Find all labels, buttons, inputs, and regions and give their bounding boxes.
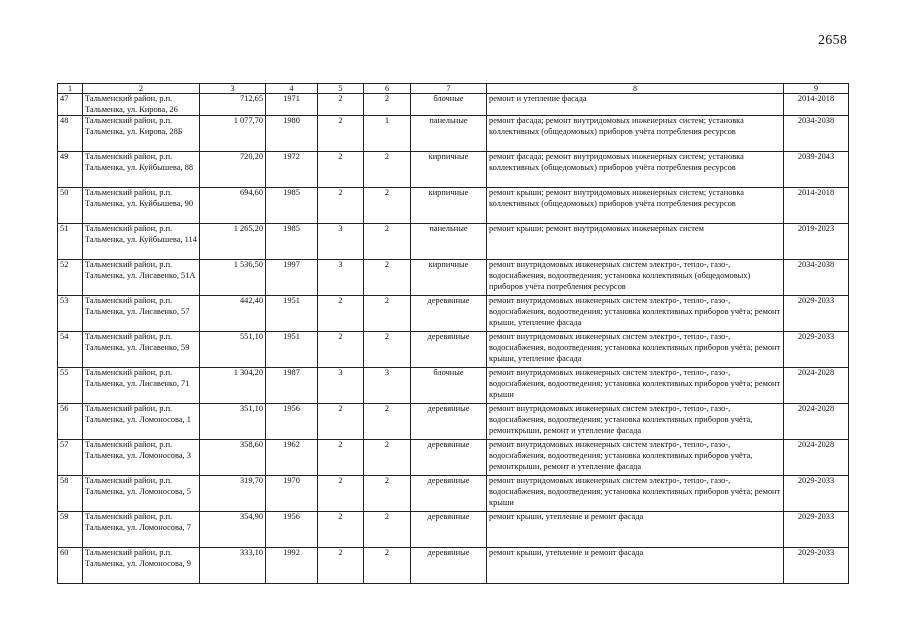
- address-cell: Тальменский район, р.п. Тальменка, ул. Лисавенко, 59: [83, 332, 200, 368]
- repair-period-cell: 2039-2043: [784, 152, 849, 188]
- column-6-cell: 3: [364, 368, 411, 404]
- column-5-cell: 2: [318, 94, 364, 116]
- row-number-cell: 60: [58, 548, 83, 584]
- table-row: [58, 224, 849, 260]
- column-5-cell: 2: [318, 512, 364, 548]
- row-number-cell: 53: [58, 296, 83, 332]
- wall-material-cell: деревянные: [411, 476, 487, 512]
- column-header: 2: [83, 84, 200, 94]
- column-header: 7: [411, 84, 487, 94]
- column-6-cell: 2: [364, 296, 411, 332]
- row-number-cell: 58: [58, 476, 83, 512]
- column-6-cell: 2: [364, 260, 411, 296]
- wall-material-cell: блочные: [411, 94, 487, 116]
- repair-works-cell: ремонт крыши, утепление и ремонт фасада: [487, 512, 784, 548]
- column-header: 5: [318, 84, 364, 94]
- year-built-cell: 1971: [266, 94, 318, 116]
- repair-period-cell: 2014-2018: [784, 94, 849, 116]
- column-6-cell: 2: [364, 332, 411, 368]
- column-5-cell: 2: [318, 476, 364, 512]
- year-built-cell: 1951: [266, 332, 318, 368]
- area-cell: 1 304,20: [200, 368, 266, 404]
- table-row: [58, 476, 849, 512]
- table-row: [58, 94, 849, 116]
- wall-material-cell: панельные: [411, 224, 487, 260]
- wall-material-cell: панельные: [411, 116, 487, 152]
- repair-works-cell: ремонт внутридомовых инженерных систем электро-, тепло-, газо-, водоснабжения, водоотведения; установка коллективных приборов учёта; ремонт крыши, утепление фасада: [487, 332, 784, 368]
- column-header: 1: [58, 84, 83, 94]
- year-built-cell: 1992: [266, 548, 318, 584]
- repair-period-cell: 2029-2033: [784, 296, 849, 332]
- repair-period-cell: 2029-2033: [784, 512, 849, 548]
- repair-period-cell: 2029-2033: [784, 476, 849, 512]
- repair-works-cell: ремонт фасада; ремонт внутридомовых инженерных систем; установка коллективных (общедомовых) приборов учёта потребления ресурсов: [487, 116, 784, 152]
- row-number-cell: 49: [58, 152, 83, 188]
- address-cell: Тальменский район, р.п. Тальменка, ул. Кирова, 26: [83, 94, 200, 116]
- column-6-cell: 2: [364, 188, 411, 224]
- row-number-cell: 52: [58, 260, 83, 296]
- column-header: 9: [784, 84, 849, 94]
- repair-works-cell: ремонт крыши, утепление и ремонт фасада: [487, 548, 784, 584]
- repair-period-cell: 2014-2018: [784, 188, 849, 224]
- column-header: 8: [487, 84, 784, 94]
- repair-period-cell: 2024-2028: [784, 404, 849, 440]
- column-number-header-row: [58, 84, 849, 94]
- repair-period-cell: 2034-2038: [784, 260, 849, 296]
- address-cell: Тальменский район, р.п. Тальменка, ул. Куйбышева, 88: [83, 152, 200, 188]
- wall-material-cell: кирпичные: [411, 152, 487, 188]
- year-built-cell: 1970: [266, 476, 318, 512]
- address-cell: Тальменский район, р.п. Тальменка, ул. Кирова, 28Б: [83, 116, 200, 152]
- year-built-cell: 1985: [266, 188, 318, 224]
- row-number-cell: 55: [58, 368, 83, 404]
- column-5-cell: 2: [318, 440, 364, 476]
- column-6-cell: 2: [364, 94, 411, 116]
- column-5-cell: 3: [318, 224, 364, 260]
- row-number-cell: 56: [58, 404, 83, 440]
- column-6-cell: 2: [364, 152, 411, 188]
- year-built-cell: 1956: [266, 512, 318, 548]
- repair-period-cell: 2019-2023: [784, 224, 849, 260]
- column-header: 4: [266, 84, 318, 94]
- row-number-cell: 47: [58, 94, 83, 116]
- row-number-cell: 59: [58, 512, 83, 548]
- area-cell: 712,65: [200, 94, 266, 116]
- area-cell: 551,10: [200, 332, 266, 368]
- column-5-cell: 2: [318, 404, 364, 440]
- table-row: [58, 548, 849, 584]
- area-cell: 1 536,50: [200, 260, 266, 296]
- table-row: [58, 296, 849, 332]
- column-6-cell: 2: [364, 440, 411, 476]
- repair-works-cell: ремонт внутридомовых инженерных систем электро-, тепло-, газо-, водоснабжения, водоотведения; установка коллективных (общедомовых) приборов учёта потребления ресурсов: [487, 260, 784, 296]
- column-6-cell: 1: [364, 116, 411, 152]
- column-6-cell: 2: [364, 548, 411, 584]
- table-row: [58, 368, 849, 404]
- area-cell: 333,10: [200, 548, 266, 584]
- column-6-cell: 2: [364, 476, 411, 512]
- wall-material-cell: деревянные: [411, 548, 487, 584]
- repair-works-cell: ремонт внутридомовых инженерных систем электро-, тепло-, газо-, водоснабжения, водоотведения; установка коллективных приборов учёта; ремонт крыши: [487, 368, 784, 404]
- wall-material-cell: деревянные: [411, 404, 487, 440]
- column-header: 6: [364, 84, 411, 94]
- column-5-cell: 2: [318, 152, 364, 188]
- column-5-cell: 2: [318, 296, 364, 332]
- table-row: [58, 332, 849, 368]
- area-cell: 1 077,70: [200, 116, 266, 152]
- repair-works-cell: ремонт фасада; ремонт внутридомовых инженерных систем; установка коллективных (общедомовых) приборов учёта потребления ресурсов: [487, 152, 784, 188]
- table-row: [58, 404, 849, 440]
- column-5-cell: 3: [318, 368, 364, 404]
- address-cell: Тальменский район, р.п. Тальменка, ул. Ломоносова, 3: [83, 440, 200, 476]
- table-row: [58, 116, 849, 152]
- address-cell: Тальменский район, р.п. Тальменка, ул. Ломоносова, 1: [83, 404, 200, 440]
- wall-material-cell: кирпичные: [411, 188, 487, 224]
- year-built-cell: 1962: [266, 440, 318, 476]
- area-cell: 1 265,20: [200, 224, 266, 260]
- column-5-cell: 2: [318, 332, 364, 368]
- table-row: [58, 512, 849, 548]
- repair-period-cell: 2029-2033: [784, 548, 849, 584]
- repair-period-cell: 2024-2028: [784, 368, 849, 404]
- area-cell: 354,90: [200, 512, 266, 548]
- address-cell: Тальменский район, р.п. Тальменка, ул. Куйбышева, 90: [83, 188, 200, 224]
- wall-material-cell: блочные: [411, 368, 487, 404]
- year-built-cell: 1987: [266, 368, 318, 404]
- row-number-cell: 51: [58, 224, 83, 260]
- wall-material-cell: деревянные: [411, 332, 487, 368]
- wall-material-cell: кирпичные: [411, 260, 487, 296]
- repair-works-cell: ремонт внутридомовых инженерных систем электро-, тепло-, газо-, водоснабжения, водоотведения; установка коллективных приборов учёта, ремонткрыши, ремонт и утепление фасада: [487, 404, 784, 440]
- address-cell: Тальменский район, р.п. Тальменка, ул. Куйбышева, 114: [83, 224, 200, 260]
- page-number: 2658: [818, 33, 848, 48]
- column-6-cell: 2: [364, 224, 411, 260]
- table-row: [58, 260, 849, 296]
- area-cell: 694,60: [200, 188, 266, 224]
- year-built-cell: 1972: [266, 152, 318, 188]
- column-5-cell: 2: [318, 188, 364, 224]
- repair-period-cell: 2034-2038: [784, 116, 849, 152]
- year-built-cell: 1997: [266, 260, 318, 296]
- column-6-cell: 2: [364, 512, 411, 548]
- area-cell: 442,40: [200, 296, 266, 332]
- repair-works-cell: ремонт внутридомовых инженерных систем электро-, тепло-, газо-, водоснабжения, водоотведения; установка коллективных приборов учёта; ремонт крыши, утепление фасада: [487, 296, 784, 332]
- address-cell: Тальменский район, р.п. Тальменка, ул. Ломоносова, 5: [83, 476, 200, 512]
- address-cell: Тальменский район, р.п. Тальменка, ул. Ломоносова, 7: [83, 512, 200, 548]
- repair-period-cell: 2024-2028: [784, 440, 849, 476]
- wall-material-cell: деревянные: [411, 296, 487, 332]
- address-cell: Тальменский район, р.п. Тальменка, ул. Лисавенко, 51А: [83, 260, 200, 296]
- row-number-cell: 48: [58, 116, 83, 152]
- row-number-cell: 57: [58, 440, 83, 476]
- column-6-cell: 2: [364, 404, 411, 440]
- table-row: [58, 440, 849, 476]
- year-built-cell: 1956: [266, 404, 318, 440]
- repair-works-cell: ремонт крыши; ремонт внутридомовых инженерных систем: [487, 224, 784, 260]
- wall-material-cell: деревянные: [411, 440, 487, 476]
- row-number-cell: 54: [58, 332, 83, 368]
- address-cell: Тальменский район, р.п. Тальменка, ул. Лисавенко, 71: [83, 368, 200, 404]
- area-cell: 319,70: [200, 476, 266, 512]
- wall-material-cell: деревянные: [411, 512, 487, 548]
- column-5-cell: 3: [318, 260, 364, 296]
- area-cell: 358,60: [200, 440, 266, 476]
- year-built-cell: 1985: [266, 224, 318, 260]
- repair-works-cell: ремонт крыши; ремонт внутридомовых инженерных систем; установка коллективных (общедомовых) приборов учёта потребления ресурсов: [487, 188, 784, 224]
- column-header: 3: [200, 84, 266, 94]
- repair-works-cell: ремонт и утепление фасада: [487, 94, 784, 116]
- address-cell: Тальменский район, р.п. Тальменка, ул. Ломоносова, 9: [83, 548, 200, 584]
- table-row: [58, 152, 849, 188]
- year-built-cell: 1980: [266, 116, 318, 152]
- address-cell: Тальменский район, р.п. Тальменка, ул. Лисавенко, 57: [83, 296, 200, 332]
- repair-works-cell: ремонт внутридомовых инженерных систем электро-, тепло-, газо-, водоснабжения, водоотведения; установка коллективных приборов учёта; ремонт крыши: [487, 476, 784, 512]
- repair-period-cell: 2029-2033: [784, 332, 849, 368]
- housing-repair-table: [57, 83, 849, 584]
- repair-works-cell: ремонт внутридомовых инженерных систем электро-, тепло-, газо-, водоснабжения, водоотведения; установка коллективных приборов учёта, ремонткрыши, ремонт и утепление фасада: [487, 440, 784, 476]
- column-5-cell: 2: [318, 548, 364, 584]
- table-row: [58, 188, 849, 224]
- area-cell: 351,10: [200, 404, 266, 440]
- column-5-cell: 2: [318, 116, 364, 152]
- year-built-cell: 1951: [266, 296, 318, 332]
- area-cell: 720,20: [200, 152, 266, 188]
- row-number-cell: 50: [58, 188, 83, 224]
